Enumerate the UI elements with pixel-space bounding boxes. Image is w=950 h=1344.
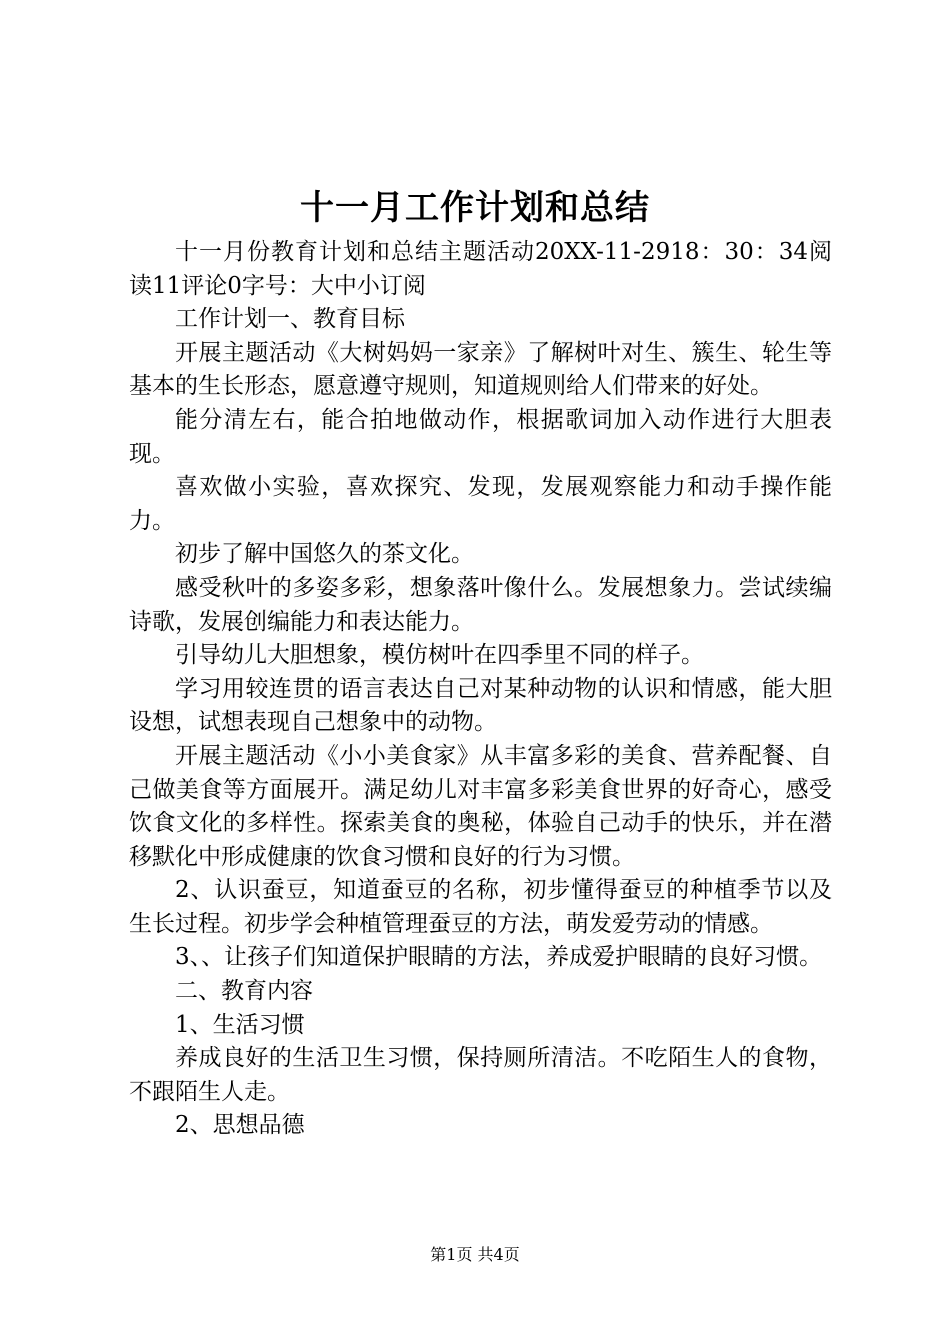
paragraph: 养成良好的生活卫生习惯，保持厕所清洁。不吃陌生人的食物，不跟陌生人走。 [129, 1045, 832, 1105]
paragraph-intro: 十一月份教育计划和总结主题活动20XX-11-2918：30：34阅读11评论0字号：大中小订阅 [129, 239, 832, 299]
paragraph: 初步了解中国悠久的茶文化。 [175, 541, 474, 568]
page-footer: 第1页 共4页 [430, 1245, 520, 1264]
paragraph: 喜欢做小实验，喜欢探究、发现，发展观察能力和动手操作能力。 [129, 474, 832, 534]
paragraph: 开展主题活动《小小美食家》从丰富多彩的美食、营养配餐、自己做美食等方面展开。满足幼儿对丰富多彩美食世界的好奇心，感受饮食文化的多样性。探索美食的奥秘，体验自己动手的快乐，并在潜移默化中形成健康的饮食习惯和良好的行为习惯。 [129, 742, 832, 870]
paragraph: 开展主题活动《大树妈妈一家亲》了解树叶对生、簇生、轮生等基本的生长形态，愿意遵守规则，知道规则给人们带来的好处。 [129, 339, 832, 400]
paragraph-subsection: 2、思想品德 [175, 1112, 305, 1139]
paragraph: 感受秋叶的多姿多彩，想象落叶像什么。发展想象力。尝试续编诗歌，发展创编能力和表达能力。 [129, 574, 832, 635]
document-title: 十一月工作计划和总结 [300, 188, 650, 228]
paragraph: 3、、让孩子们知道保护眼睛的方法，养成爱护眼睛的良好习惯。 [175, 944, 823, 971]
paragraph: 学习用较连贯的语言表达自己对某种动物的认识和情感，能大胆设想，试想表现自己想象中的动物。 [129, 675, 832, 736]
paragraph: 能分清左右，能合拍地做动作，根据歌词加入动作进行大胆表现。 [129, 406, 832, 467]
paragraph-section-content: 二、教育内容 [175, 978, 313, 1005]
paragraph-subsection: 1、生活习惯 [175, 1011, 305, 1038]
paragraph-section-goals: 工作计划一、教育目标 [175, 306, 405, 333]
document-body [129, 236, 832, 1143]
paragraph: 引导幼儿大胆想象，模仿树叶在四季里不同的样子。 [175, 642, 704, 669]
paragraph: 2、认识蚕豆，知道蚕豆的名称，初步懂得蚕豆的种植季节以及生长过程。初步学会种植管理蚕豆的方法，萌发爱劳动的情感。 [129, 877, 832, 937]
